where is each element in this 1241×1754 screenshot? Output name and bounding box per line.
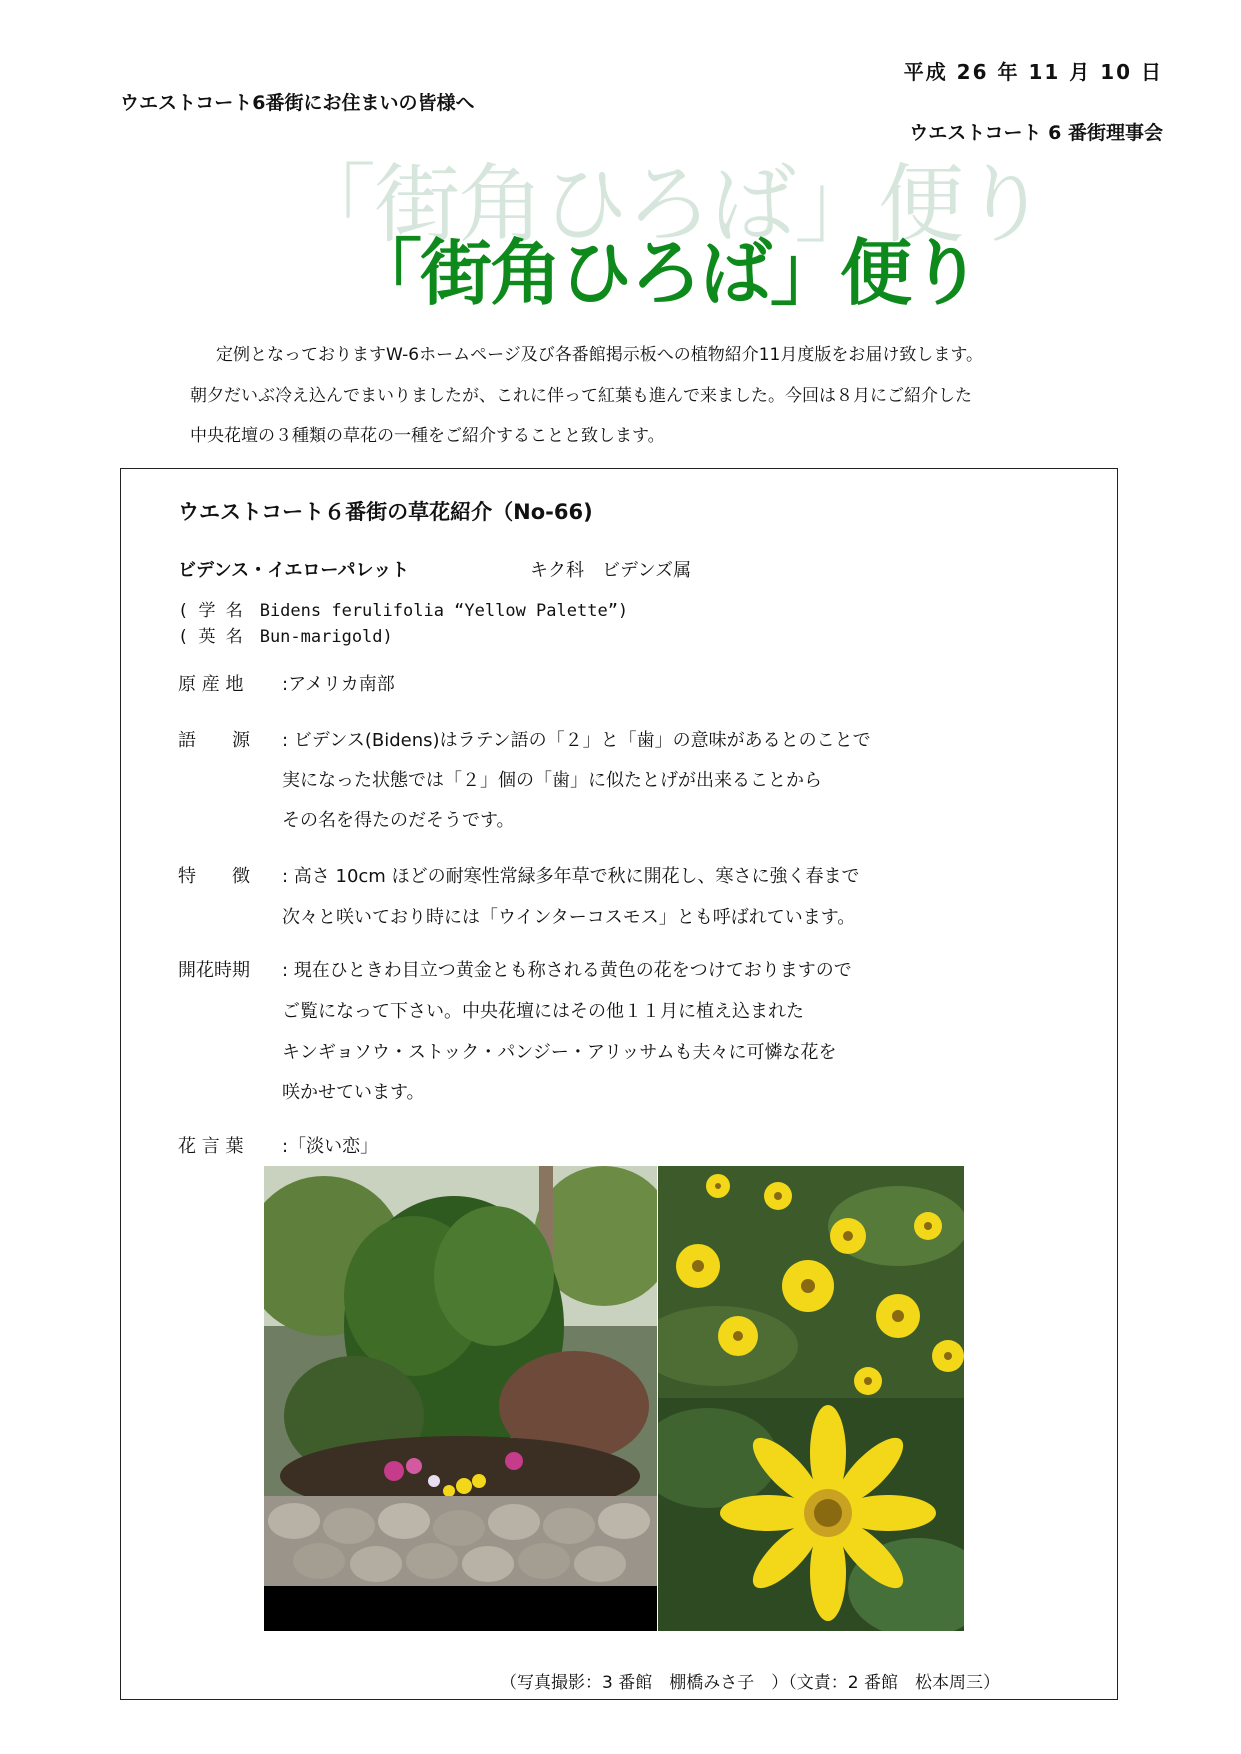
english-name: ( 英 名 Bun-marigold) — [178, 627, 393, 647]
flower-closeup-photo — [658, 1398, 964, 1631]
bloom-label: 開花時期 — [178, 960, 250, 981]
sender-line: ウエストコート 6 番街理事会 — [909, 122, 1163, 144]
features-label: 特 徴 — [178, 866, 250, 887]
bloom-line-1: : 現在ひときわ目立つ黄金とも称される黄色の花をつけておりますので — [282, 960, 852, 981]
features-line-1: : 高さ 10cm ほどの耐寒性常緑多年草で秋に開花し、寒さに強く春まで — [282, 866, 860, 887]
plant-name: ビデンス・イエローパレット — [178, 560, 410, 581]
bloom-line-2: ご覧になって下さい。中央花壇にはその他１１月に植え込まれた — [282, 1001, 804, 1022]
garden-bed-photo — [264, 1166, 657, 1631]
plant-family: キク科 ビデンズ属 — [530, 560, 692, 581]
origin-label: 原 産 地 — [178, 674, 244, 695]
photo-credit: （写真撮影：3 番館 棚橋みさ子 ）（文責：2 番館 松本周三） — [500, 1673, 1000, 1693]
etymology-line-3: その名を得たのだそうです。 — [282, 810, 515, 831]
article-heading: ウエストコート６番街の草花紹介（No-66) — [178, 500, 593, 524]
origin-value: :アメリカ南部 — [282, 674, 395, 695]
scientific-name: ( 学 名 Bidens ferulifolia “Yellow Palette”) — [178, 601, 629, 621]
intro-line-1: 定例となっておりますW-6ホームページ及び各番館掲示板への植物紹介11月度版をお届け致します。 — [216, 345, 984, 365]
bloom-line-4: 咲かせています。 — [282, 1082, 425, 1103]
title-shadow: 「街角ひろば」便り — [290, 155, 1046, 255]
issue-date: 平成 26 年 11 月 10 日 — [903, 60, 1163, 84]
flower-language-value: :「淡い恋」 — [282, 1136, 379, 1157]
intro-line-2: 朝夕だいぶ冷え込んでまいりましたが、これに伴って紅葉も進んで来ました。今回は８月にご紹介した — [190, 386, 972, 406]
page-title: 「街角ひろば」便り — [350, 230, 981, 315]
features-line-2: 次々と咲いており時には「ウインターコスモス」とも呼ばれています。 — [282, 907, 856, 928]
flower-language-label: 花 言 葉 — [178, 1136, 244, 1157]
flower-cluster-photo — [658, 1166, 964, 1398]
bloom-line-3: キンギョソウ・ストック・パンジー・アリッサムも夫々に可憐な花を — [282, 1042, 837, 1063]
etymology-line-2: 実になった状態では「２」個の「歯」に似たとげが出来ることから — [282, 770, 822, 791]
etymology-label: 語 源 — [178, 730, 250, 751]
intro-line-3: 中央花壇の３種類の草花の一種をご紹介することと致します。 — [190, 426, 665, 446]
etymology-line-1: : ビデンス(Bidens)はラテン語の「２」と「歯」の意味があるとのことで — [282, 730, 871, 751]
recipient-line: ウエストコート6番街にお住まいの皆様へ — [120, 92, 475, 114]
